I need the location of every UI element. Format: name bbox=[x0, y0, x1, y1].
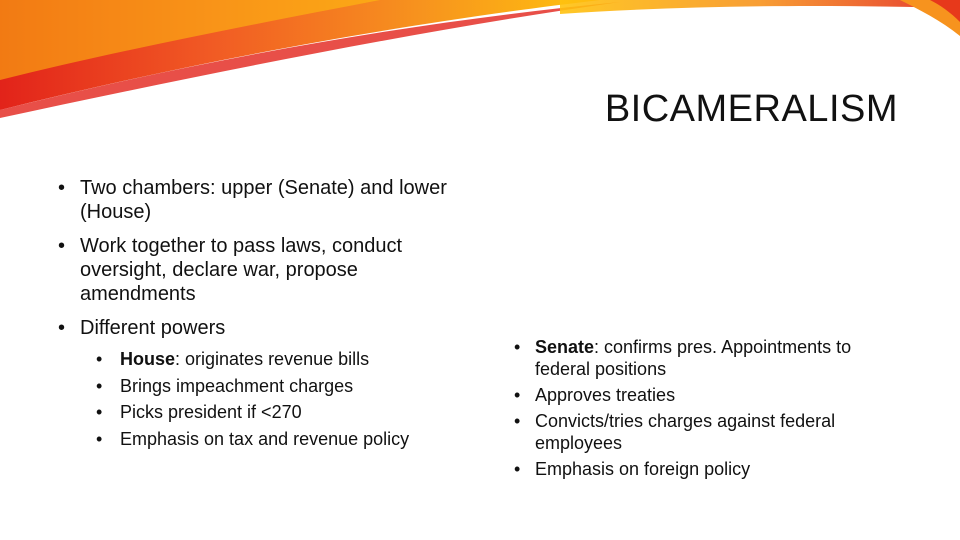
house-bullet-revenue bbox=[96, 346, 458, 373]
house-bullet-picks-president: • Picks president if <270 bbox=[96, 399, 458, 426]
bullet-work-together: • Work together to pass laws, conduct oversight, declare war, propose amendments bbox=[58, 234, 458, 306]
house-revenue-text: : originates revenue bills bbox=[175, 349, 370, 369]
senate-bullet-treaties: • Approves treaties bbox=[514, 384, 904, 406]
bullet-different-powers bbox=[58, 316, 458, 452]
left-content bbox=[58, 176, 458, 462]
senate-powers-list bbox=[514, 336, 904, 480]
senate-bullet-confirms bbox=[514, 336, 904, 380]
senate-label: Senate bbox=[535, 337, 595, 357]
house-bullet-impeachment: • Brings impeachment charges bbox=[96, 373, 458, 400]
senate-confirms-text: : confirms pres. Appointments to federal positions bbox=[535, 337, 852, 379]
senate-bullet-convicts: • Convicts/tries charges against federal employees bbox=[514, 410, 904, 454]
house-label: House bbox=[120, 349, 176, 369]
senate-bullet-emphasis: • Emphasis on foreign policy bbox=[514, 458, 904, 480]
slide-title: BICAMERALISM bbox=[604, 88, 898, 130]
right-content bbox=[514, 336, 904, 484]
main-bullet-list bbox=[58, 176, 458, 452]
house-bullet-emphasis: • Emphasis on tax and revenue policy bbox=[96, 426, 458, 453]
house-powers-list bbox=[96, 346, 458, 452]
bullet-different-powers-label: Different powers bbox=[80, 317, 226, 339]
bullet-two-chambers: • Two chambers: upper (Senate) and lower (House) bbox=[58, 176, 458, 224]
